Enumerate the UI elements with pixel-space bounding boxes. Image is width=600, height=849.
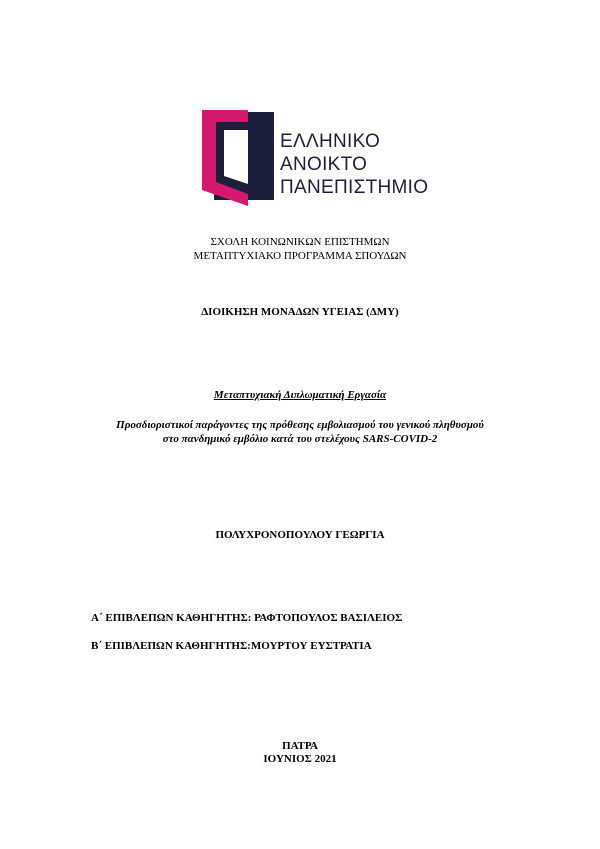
thesis-title-line-2: στο πανδημικό εμβόλιο κατά του στελέχους SARS-COVID-2 <box>162 433 438 445</box>
thesis-title-line-1: Προσδιοριστικοί παράγοντες της πρόθεσης εμβολιασμού του γενικού πληθυσμού <box>116 419 484 431</box>
author-name: ΠΟΛΥΧΡΟΝΟΠΟΥΛΟΥ ΓΕΩΡΓΙΑ <box>215 529 385 541</box>
supervisor-b: Β΄ ΕΠΙΒΛΕΠΩΝ ΚΑΘΗΓΗΤΗΣ:ΜΟΥΡΤΟΥ ΕΥΣΤΡΑΤΙΑ <box>91 640 372 652</box>
logo-line-1: ΕΛΛΗΝΙΚΟ <box>280 131 381 152</box>
logo-wordmark <box>280 130 428 199</box>
logo-emblem-icon <box>200 108 280 208</box>
thesis-type: Μεταπτυχιακή Διπλωματική Εργασία <box>213 389 387 401</box>
city: ΠΑΤΡΑ <box>282 740 318 752</box>
logo-line-2: ΑΝΟΙΚΤΟ <box>280 154 368 175</box>
school-name: ΣΧΟΛΗ ΚΟΙΝΩΝΙΚΩΝ ΕΠΙΣΤΗΜΩΝ <box>210 236 390 248</box>
university-logo <box>200 108 429 208</box>
supervisor-a: Α΄ ΕΠΙΒΛΕΠΩΝ ΚΑΘΗΓΗΤΗΣ: ΡΑΦΤΟΠΟΥΛΟΣ ΒΑΣΙΛΕΙΟΣ <box>91 612 403 624</box>
specialization: ΔΙΟΙΚΗΣΗ ΜΟΝΑΔΩΝ ΥΓΕΙΑΣ (ΔΜΥ) <box>201 306 399 318</box>
program-name: ΜΕΤΑΠΤΥΧΙΑΚΟ ΠΡΟΓΡΑΜΜΑ ΣΠΟΥΔΩΝ <box>193 250 407 262</box>
logo-line-3: ΠΑΝΕΠΙΣΤΗΜΙΟ <box>280 177 429 198</box>
date: ΙΟΥΝΙΟΣ 2021 <box>263 753 337 765</box>
